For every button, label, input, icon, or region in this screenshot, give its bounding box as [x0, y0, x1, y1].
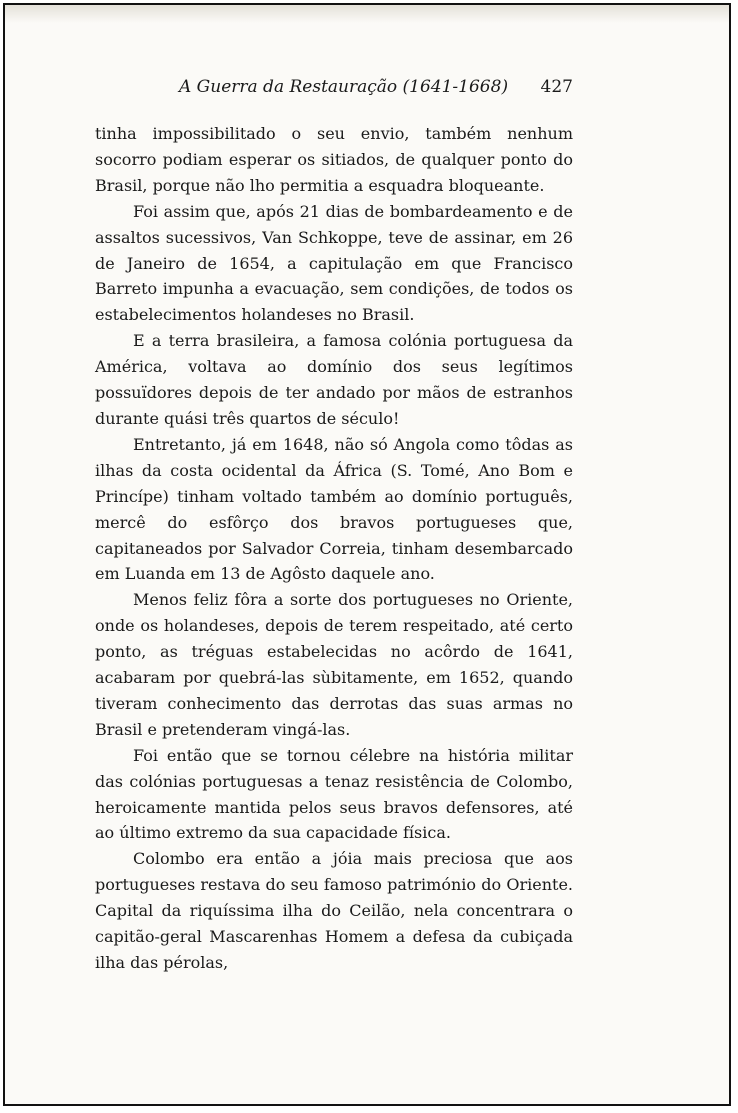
- body-text: [95, 121, 573, 976]
- paragraph-1: tinha impossibilitado o seu envio, também nenhum socorro podiam esperar os sitiados, de qualquer ponto do Brasil, porque não lho permitia a esquadra bloqueante.: [95, 124, 573, 195]
- paragraph-7: Colombo era então a jóia mais preciosa que aos portugueses restava do seu famoso património do Oriente. Capital da riquíssima ilha do Ceilão, nela concentrara o capitão-geral Mascarenhas Homem a defesa da cubiçada ilha das pérolas,: [95, 849, 573, 972]
- paragraph-4: Entretanto, já em 1648, não só Angola como tôdas as ilhas da costa ocidental da África (S. Tomé, Ano Bom e Princípe) tinham voltado também ao domínio português, mercê do esfôrço dos bravos portugueses que, capitaneados por Salvador Correia, tinham desembarcado em Luanda em 13 de Agôsto daquele ano.: [95, 434, 573, 584]
- running-header: [95, 77, 573, 103]
- book-page: [3, 3, 731, 1106]
- page-number: 427: [540, 77, 573, 97]
- paragraph-6: Foi então que se tornou célebre na história militar das colónias portuguesas a tenaz resistência de Colombo, heroicamente mantida pelos seus bravos defensores, até ao último extremo da sua capacidade física.: [95, 745, 573, 843]
- paragraph-5: Menos feliz fôra a sorte dos portugueses no Oriente, onde os holandeses, depois de terem respeitado, até certo ponto, as tréguas estabelecidas no acôrdo de 1641, acabaram por quebrá-las sùbitamente, em 1652, quando tiveram conhecimento das derrotas das suas armas no Brasil e pretenderam vingá-las.: [95, 590, 573, 739]
- paragraph-2: Foi assim que, após 21 dias de bombardeamento e de assaltos sucessivos, Van Schkoppe, teve de assinar, em 26 de Janeiro de 1654, a capitulação em que Francisco Barreto impunha a evacuação, sem condições, de todos os estabelecimentos holandeses no Brasil.: [95, 201, 573, 325]
- running-title: A Guerra da Restauração (1641-1668): [179, 77, 509, 97]
- paragraph-3: E a terra brasileira, a famosa colónia portuguesa da América, voltava ao domínio dos seus legítimos possuïdores depois de ter andado por mãos de estranhos durante quási três quartos de século!: [95, 331, 573, 428]
- scan-edge-shading: [5, 5, 729, 23]
